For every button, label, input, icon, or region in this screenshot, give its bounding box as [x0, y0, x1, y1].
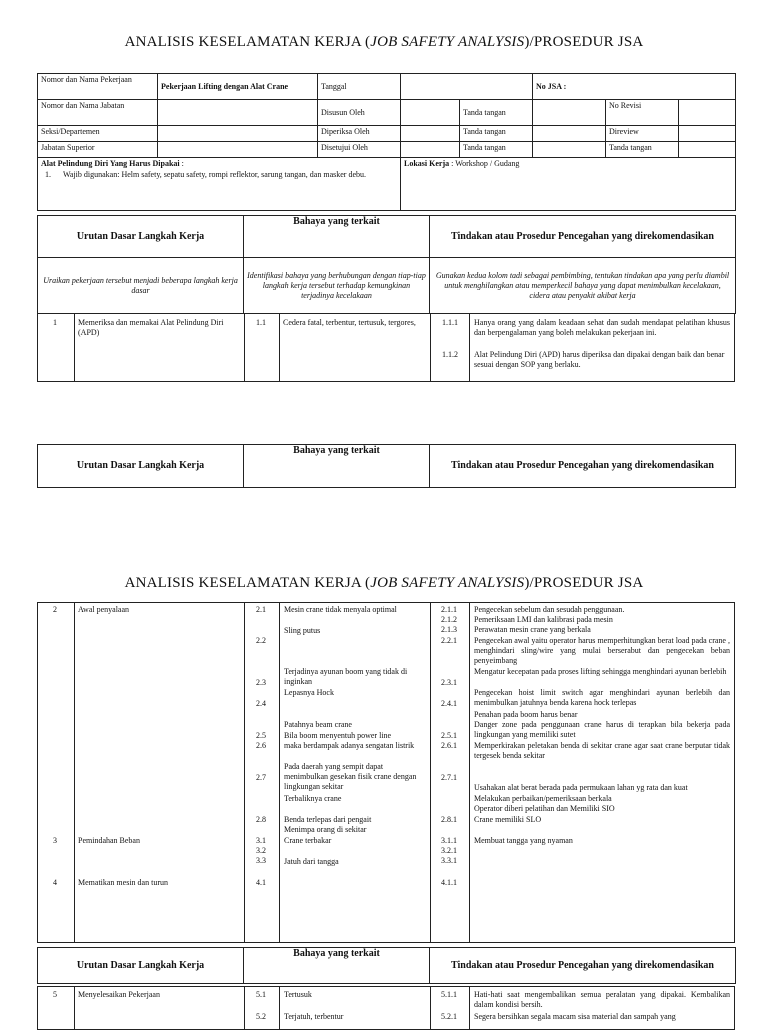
action-num: 2.8.1 — [441, 815, 457, 824]
title-text-italic: JOB SAFETY ANALYSIS — [370, 575, 525, 591]
value-seksi[interactable] — [158, 126, 318, 142]
hazard-num: 4.1 — [256, 878, 266, 887]
title-text-pre: ANALISIS KESELAMATAN KERJA ( — [124, 575, 371, 591]
hazard-num: 2.4 — [256, 699, 266, 708]
guide-bahaya: Identifikasi bahaya yang berhubungan dengan tiap-tiap langkah kerja tersebut terhadap kemungkinan terjadinya kecelakaan — [244, 258, 430, 314]
header-bahaya: Bahaya yang terkait — [244, 216, 430, 258]
hazard-text: Menimpa orang di sekitar — [284, 825, 367, 834]
action-text: Penahan pada boom harus benar — [474, 710, 578, 719]
action-text: Mengatur kecepatan pada proses lifting sehingga menghindari ayunan berlebih — [474, 667, 727, 676]
apd-label: Alat Pelindung Diri Yang Harus Dipakai — [41, 159, 180, 168]
action-num: 5.1.1 — [441, 990, 457, 999]
page-title-1 — [0, 34, 768, 51]
step-text: Mematikan mesin dan turun — [78, 878, 168, 887]
step-num: 3 — [53, 836, 57, 845]
steps-header-table-3 — [37, 947, 736, 984]
label-nama-pekerjaan: Nomor dan Nama Pekerjaan — [38, 74, 158, 100]
label-tanda-tangan-3: Tanda tangan — [460, 142, 533, 158]
step-text: Memeriksa dan memakai Alat Pelindung Diri (APD) — [78, 318, 224, 337]
hazard-num: 3.2 — [256, 846, 266, 855]
jsa-info-table — [37, 73, 736, 211]
page-title-2 — [0, 575, 768, 592]
label-diperiksa: Diperiksa Oleh — [318, 126, 401, 142]
hazard-text: Jatuh dari tangga — [284, 857, 339, 866]
action-text: Pengecekan sebelum dan sesudah penggunaan. — [474, 605, 625, 614]
action-num: 2.2.1 — [441, 636, 457, 645]
lokasi-label: Lokasi Kerja — [404, 159, 450, 168]
label-disusun: Disusun Oleh — [318, 100, 401, 126]
apd-item — [41, 170, 397, 180]
step-num: 4 — [53, 878, 57, 887]
value-nama-jabatan[interactable] — [158, 100, 318, 126]
value-tanggal[interactable] — [401, 74, 533, 100]
action-text: Hanya orang yang dalam keadaan sehat dan sudah mendapat pelatihan khusus dan berpengalaman yang boleh melakukan pekerjaan ini. — [474, 318, 730, 337]
label-jabatan-superior: Jabatan Superior — [38, 142, 158, 158]
value-tanda-tangan-2[interactable] — [533, 126, 606, 142]
header-bahaya: Bahaya yang terkait — [244, 445, 430, 488]
apd-cell — [38, 158, 401, 211]
hazard-num: 5.2 — [256, 1012, 266, 1021]
action-num: 4.1.1 — [441, 878, 457, 887]
hazard-text: Lepasnya Hock — [284, 688, 334, 697]
title-text-italic: JOB SAFETY ANALYSIS — [370, 34, 525, 50]
action-text: Segera bersihkan segala macam sisa material dan sampah yang — [474, 1012, 676, 1021]
step-row-1 — [37, 313, 735, 382]
value-disetujui[interactable] — [401, 142, 460, 158]
action-num: 2.1.2 — [441, 615, 457, 624]
apd-item-text: Wajib digunakan: Helm safety, sepatu safety, rompi reflektor, sarung tangan, dan masker debu. — [63, 170, 367, 179]
hazard-num: 2.5 — [256, 731, 266, 740]
hazard-num: 3.3 — [256, 856, 266, 865]
label-seksi: Seksi/Departemen — [38, 126, 158, 142]
step-text: Menyelesaikan Pekerjaan — [78, 990, 160, 999]
action-text: Alat Pelindung Diri (APD) harus diperiksa dan dipakai dengan baik dan benar sesuai dengan SOP yang berlaku. — [474, 350, 725, 369]
hazard-num: 5.1 — [256, 990, 266, 999]
lokasi-value: : Workshop / Gudang — [449, 159, 520, 168]
header-tindakan: Tindakan atau Prosedur Pencegahan yang direkomendasikan — [430, 216, 736, 258]
action-text: Melakukan perbaikan/pemeriksaan berkala — [474, 794, 612, 803]
label-tanggal: Tanggal — [318, 74, 401, 100]
step-text: Pemindahan Beban — [78, 836, 140, 845]
action-text: Usahakan alat berat berada pada permukaan lahan yg rata dan kuat — [474, 783, 688, 792]
value-jabatan-superior[interactable] — [158, 142, 318, 158]
step-num: 1 — [53, 318, 57, 327]
action-num: 2.1.1 — [441, 605, 457, 614]
steps-table-2 — [37, 602, 735, 943]
header-langkah: Urutan Dasar Langkah Kerja — [38, 445, 244, 488]
value-no-revisi[interactable] — [679, 100, 736, 126]
action-num: 2.4.1 — [441, 699, 457, 708]
action-num: 2.7.1 — [441, 773, 457, 782]
action-text: Operator diberi pelatihan dan Memiliki SIO — [474, 804, 615, 813]
label-nama-jabatan: Nomor dan Nama Jabatan — [38, 100, 158, 126]
label-tanda-tangan-2: Tanda tangan — [460, 126, 533, 142]
hazard-text: Bila boom menyentuh power line — [284, 731, 392, 740]
value-tanda-tangan-4[interactable] — [679, 142, 736, 158]
hazard-num: 2.6 — [256, 741, 266, 750]
label-disetujui: Disetujui Oleh — [318, 142, 401, 158]
step-text: Awal penyalaan — [78, 605, 130, 614]
action-text: Pengecekan awal yaitu operator harus memperhitungkan berat load pada crane , menghindari sling/wire yang mulai berserabut dan pengecekan beban penyeimbang — [474, 636, 730, 665]
hazard-text: Tertusuk — [284, 990, 312, 999]
label-tanda-tangan-4: Tanda tangan — [606, 142, 679, 158]
action-num: 5.2.1 — [441, 1012, 457, 1021]
value-diperiksa[interactable] — [401, 126, 460, 142]
hazard-text: Terjadinya ayunan boom yang tidak di inginkan — [284, 667, 408, 686]
header-tindakan: Tindakan atau Prosedur Pencegahan yang direkomendasikan — [430, 948, 736, 984]
step-num: 5 — [53, 990, 57, 999]
label-tanda-tangan-1: Tanda tangan — [460, 100, 533, 126]
title-text-post: )/PROSEDUR JSA — [524, 34, 644, 50]
action-text: Danger zone pada penggunaan crane harus di terapkan bila bekerja pada lingkungan yang memiliki sutet — [474, 720, 730, 739]
hazard-text: Patahnya beam crane — [284, 720, 352, 729]
label-no-revisi: No Revisi — [606, 100, 679, 126]
hazard-text: Sling putus — [284, 626, 321, 635]
action-text: Hati-hati saat mengembalikan semua peralatan yang dipakai. Kembalikan dalam kondisi bersih. — [474, 990, 730, 1009]
action-num: 1.1.1 — [442, 318, 458, 327]
action-num: 2.5.1 — [441, 731, 457, 740]
action-num: 2.6.1 — [441, 741, 457, 750]
label-direview: Direview — [606, 126, 679, 142]
hazard-text: Crane terbakar — [284, 836, 332, 845]
hazard-num: 1.1 — [256, 318, 266, 327]
header-langkah: Urutan Dasar Langkah Kerja — [38, 216, 244, 258]
action-num: 3.3.1 — [441, 856, 457, 865]
action-text: Pemeriksaan LMI dan kalibrasi pada mesin — [474, 615, 613, 624]
hazard-text: Terjatuh, terbentur — [284, 1012, 344, 1021]
steps-header-table-1 — [37, 215, 736, 314]
apd-item-num: 1. — [45, 170, 51, 179]
action-num: 3.1.1 — [441, 836, 457, 845]
hazard-text: maka berdampak adanya sengatan listrik — [284, 741, 415, 750]
action-num: 1.1.2 — [442, 350, 458, 359]
hazard-text: Benda terlepas dari pengait — [284, 815, 372, 824]
lokasi-cell — [401, 158, 736, 211]
hazard-text: Mesin crane tidak menyala optimal — [284, 605, 397, 614]
action-num: 3.2.1 — [441, 846, 457, 855]
header-tindakan: Tindakan atau Prosedur Pencegahan yang direkomendasikan — [430, 445, 736, 488]
step-num: 2 — [53, 605, 57, 614]
hazard-text: Cedera fatal, terbentur, tertusuk, tergores, — [283, 318, 416, 327]
action-text: Membuat tangga yang nyaman — [474, 836, 573, 845]
action-text: Perawatan mesin crane yang berkala — [474, 625, 591, 634]
action-num: 2.1.3 — [441, 625, 457, 634]
title-text-post: )/PROSEDUR JSA — [524, 575, 644, 591]
hazard-num: 2.1 — [256, 605, 266, 614]
title-text-pre: ANALISIS KESELAMATAN KERJA ( — [124, 34, 371, 50]
header-bahaya: Bahaya yang terkait — [244, 948, 430, 984]
guide-tindakan: Gunakan kedua kolom tadi sebagai pembimbing, tentukan tindakan apa yang perlu diambil untuk menghilangkan atau memperkecil bahaya yang dapat menimbulkan kecelakaan, cidera atau penyakit akibat kerja — [430, 258, 736, 314]
hazard-num: 2.2 — [256, 636, 266, 645]
hazard-text: Terbaliknya crane — [284, 794, 342, 803]
hazard-num: 2.8 — [256, 815, 266, 824]
value-nama-pekerjaan: Pekerjaan Lifting dengan Alat Crane — [158, 74, 318, 100]
value-tanda-tangan-3[interactable] — [533, 142, 606, 158]
hazard-num: 2.3 — [256, 678, 266, 687]
label-no-jsa: No JSA : — [533, 74, 736, 100]
steps-table-3 — [37, 986, 735, 1030]
hazard-num: 3.1 — [256, 836, 266, 845]
guide-langkah: Uraikan pekerjaan tersebut menjadi beberapa langkah kerja dasar — [38, 258, 244, 314]
value-direview[interactable] — [679, 126, 736, 142]
value-disusun[interactable] — [401, 100, 460, 126]
hazard-num: 2.7 — [256, 773, 266, 782]
action-text: Pengecekan hoist limit switch agar menghindari ayunan berlebih dan menimbulkan jatuhnya benda karena hock terlepas — [474, 688, 730, 707]
hazard-text: Pada daerah yang sempit dapat menimbulkan gesekan fisik crane dengan lingkungan sekitar — [284, 762, 417, 791]
action-text: Memperkirakan peletakan benda di sekitar crane agar saat crane berputar tidak tergesek benda sekitar — [474, 741, 730, 760]
action-text: Crane memiliki SLO — [474, 815, 542, 824]
apd-colon: : — [179, 159, 184, 168]
steps-header-table-2 — [37, 444, 736, 488]
header-langkah: Urutan Dasar Langkah Kerja — [38, 948, 244, 984]
action-num: 2.3.1 — [441, 678, 457, 687]
value-tanda-tangan-1[interactable] — [533, 100, 606, 126]
